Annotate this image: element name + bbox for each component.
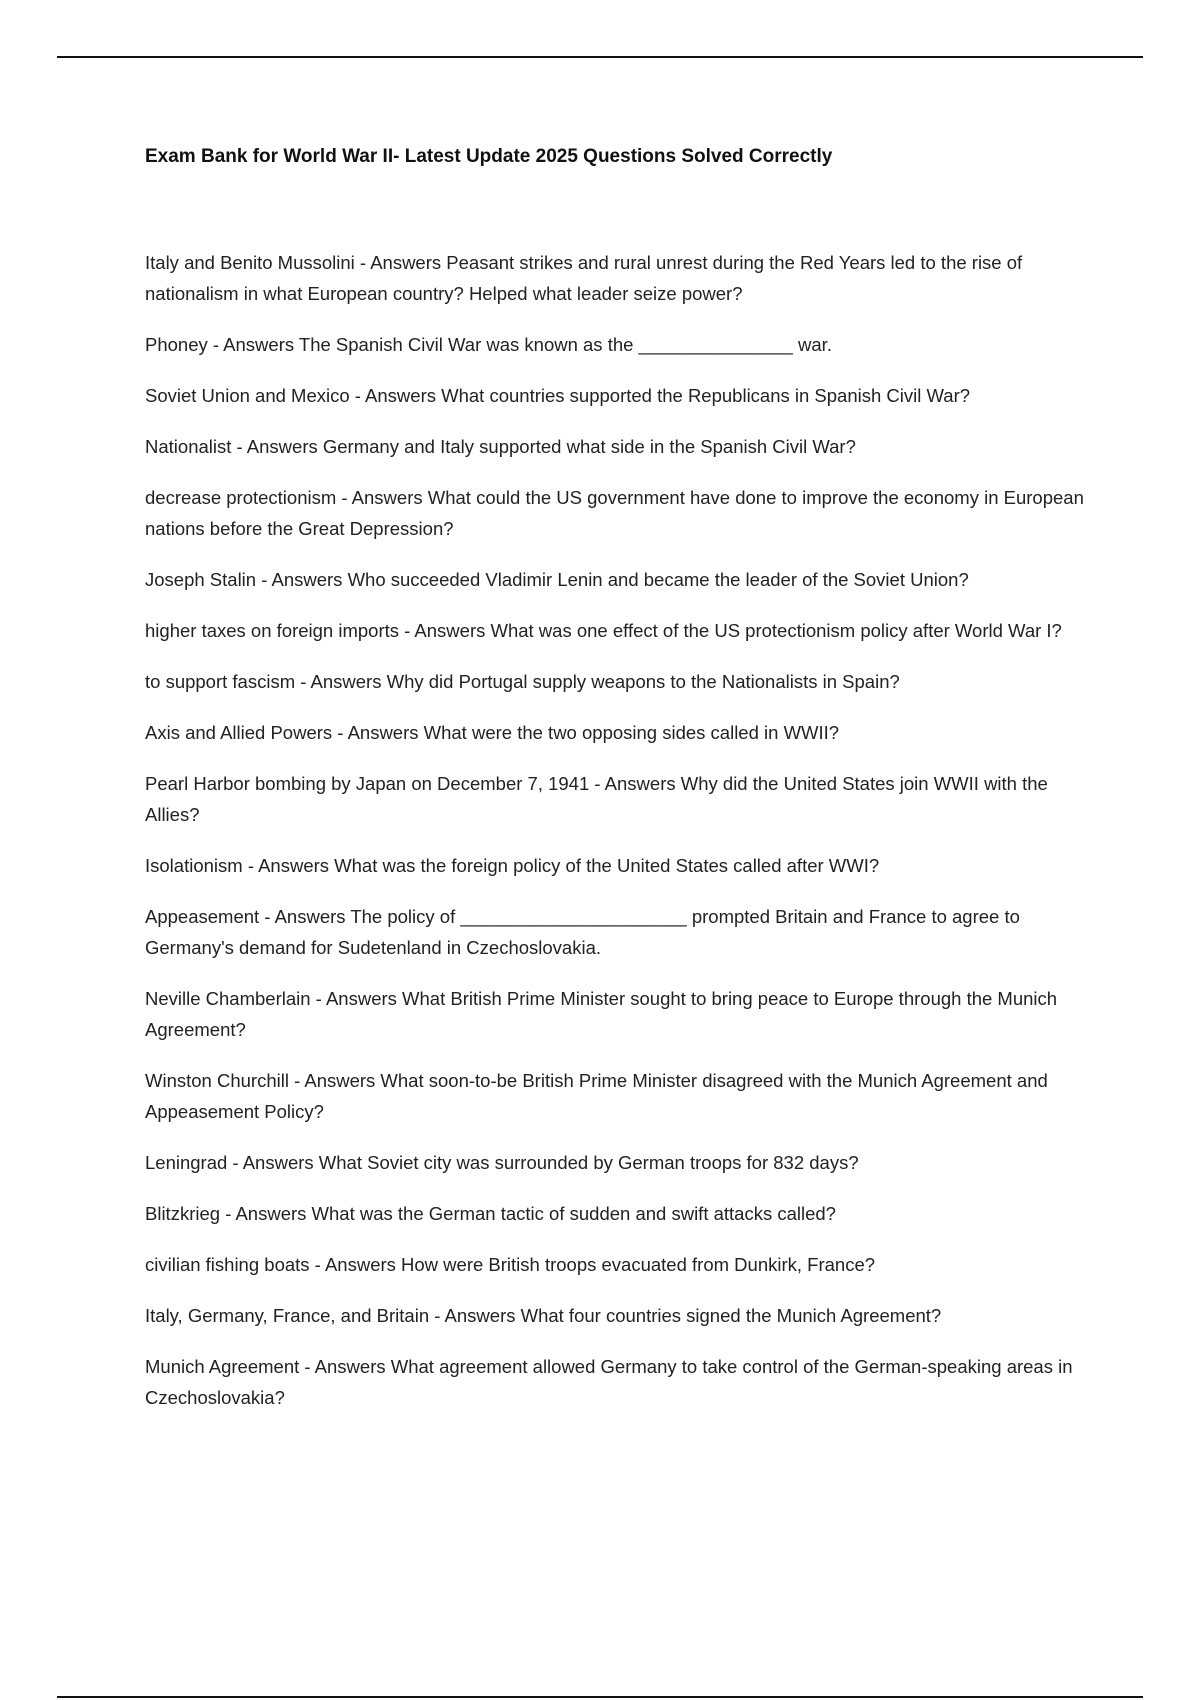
qa-item: decrease protectionism - Answers What could the US government have done to improve the economy in European nations before the Great Depression? <box>145 487 1084 539</box>
qa-item: Axis and Allied Powers - Answers What were the two opposing sides called in WWII? <box>145 722 840 743</box>
qa-item: Munich Agreement - Answers What agreement allowed Germany to take control of the German-speaking areas in Czechoslovakia? <box>145 1356 1073 1408</box>
top-divider <box>57 56 1143 58</box>
qa-item: Nationalist - Answers Germany and Italy supported what side in the Spanish Civil War? <box>145 436 856 457</box>
bottom-divider <box>57 1696 1143 1698</box>
qa-item: Joseph Stalin - Answers Who succeeded Vladimir Lenin and became the leader of the Soviet Union? <box>145 569 969 590</box>
qa-item: civilian fishing boats - Answers How were British troops evacuated from Dunkirk, France? <box>145 1254 876 1275</box>
qa-item: Soviet Union and Mexico - Answers What countries supported the Republicans in Spanish Civil War? <box>145 385 971 406</box>
qa-item: higher taxes on foreign imports - Answers What was one effect of the US protectionism policy after World War I? <box>145 620 1062 641</box>
qa-item: Neville Chamberlain - Answers What British Prime Minister sought to bring peace to Europe through the Munich Agreement? <box>145 988 1058 1040</box>
document-title: Exam Bank for World War II- Latest Update 2025 Questions Solved Correctly <box>145 146 833 167</box>
qa-item: Leningrad - Answers What Soviet city was surrounded by German troops for 832 days? <box>145 1152 859 1173</box>
qa-list <box>145 247 1090 1433</box>
qa-item: Winston Churchill - Answers What soon-to-be British Prime Minister disagreed with the Munich Agreement and Appeasement Policy? <box>145 1070 1048 1122</box>
qa-item: Isolationism - Answers What was the foreign policy of the United States called after WWI? <box>145 855 880 876</box>
qa-item: Phoney - Answers The Spanish Civil War was known as the _______________ war. <box>145 334 832 355</box>
qa-item: Pearl Harbor bombing by Japan on December 7, 1941 - Answers Why did the United States join WWII with the Allies? <box>145 773 1048 825</box>
qa-item: Appeasement - Answers The policy of ______________________ prompted Britain and France to agree to Germany's demand for Sudetenland in Czechoslovakia. <box>145 906 1020 958</box>
qa-item: Blitzkrieg - Answers What was the German tactic of sudden and swift attacks called? <box>145 1203 836 1224</box>
qa-item: Italy, Germany, France, and Britain - Answers What four countries signed the Munich Agreement? <box>145 1305 942 1326</box>
qa-item: Italy and Benito Mussolini - Answers Peasant strikes and rural unrest during the Red Years led to the rise of nationalism in what European country? Helped what leader seize power? <box>145 252 1023 304</box>
qa-item: to support fascism - Answers Why did Portugal supply weapons to the Nationalists in Spain? <box>145 671 900 692</box>
